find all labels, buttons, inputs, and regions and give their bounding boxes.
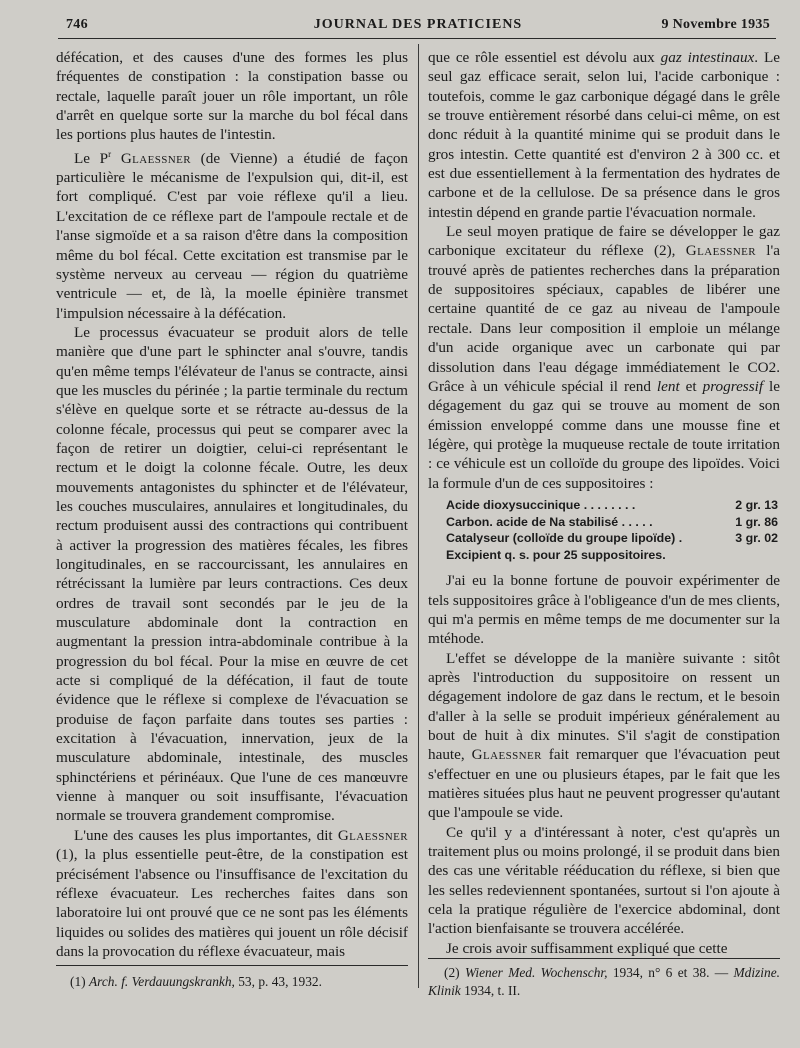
- column-divider: [418, 44, 419, 988]
- author-name: Glaessner: [337, 826, 408, 844]
- author-name: Glaessner: [471, 746, 542, 764]
- paragraph: L'une des causes les plus importantes, dit Glaessner (1), la plus essentielle peut-être, de la constipation est précisément l'absence ou l'insuffisance de l'excitation du réflexe évacuateur. Les recherches faites dans son laboratoire lui ont prouvé que ce ne sont pas les éléments liquides ou solides des matières qui jouent un rôle décisif dans la provocation du réflexe évacuateur, mais: [56, 826, 408, 960]
- formula-row: Acide dioxysuccinique . . . . . . . . 2 gr. 13: [446, 497, 778, 512]
- footnote-rule: [428, 958, 780, 959]
- paragraph: J'ai eu la bonne fortune de pouvoir expérimenter de tels suppositoires grâce à l'obligeance d'un de mes clients, qui m'a permis en même temps de me documenter sur la mtéhode.: [428, 572, 780, 648]
- formula-row: Carbon. acide de Na stabilisé . . . . . 1 gr. 86: [446, 514, 778, 529]
- paragraph: Le processus évacuateur se produit alors de telle manière que d'une part le sphincter anal s'ouvre, tandis qu'en même temps l'élévateur de l'anus se contracte, ainsi que les muscles du périnée ; la partie terminale du rectum s'élève en quelque sorte et se rétracte au-dessus de la colonne fécale, processus qui peut se comparer avec la façon de retirer un doigtier, celui-ci représentant le rectum et le doigt la colonne fécale. Outre, les deux mouvements antagonistes du sphincter et de l'élévateur, les couches musculaires, annulaires et longitudinales, du rectum produisent aussi des contractions qui contribuent à activer la progression des matières fécales, les fibres longitudinales, en se raccourcissant, les annulaires en rétrécissant la lumière par leurs contractions. Ces deux ordres de travail sont secondés par le jeu de la musculature abdominale dont la contraction en augmentant la pression intra-abdominale contribue à la progression du bol fécal. Pour la mise en œuvre de cet acte si compliqué de la défécation, il faut de toute évidence que le réflexe si complexe de l'évacuation se produise de façon parfaite dans toutes ses parties : excitation à l'évacuation, innervation, jeux de la musculature abdominale, intestinale, des muscles sphinctériens et périnéaux. Que l'une de ces manœuvre vienne à manquer ou soit insuffisante, l'évacuation normale se trouvera grandement compromise.: [56, 323, 408, 825]
- journal-title: JOURNAL DES PRATICIENS: [313, 17, 523, 32]
- author-name: Glaessner: [120, 149, 191, 167]
- paragraph: Le $P^r$ Glaessner (de Vienne) a étudié de façon particulière le mécanisme de l'expulsion qui, dit-il, est fort compliqué. C'est par voie réflexe qu'il a lieu. L'excitation de ce réflexe part de l'ampoule rectale et de l'anse sigmoïde et a sa raison d'être dans la composition même du bol fécal. Cette excitation est transmise par le système nerveux au cerveau — région du quatrième ventricule — et, de là, la moelle épinière transmet l'impulsion nécessaire à la défécation.: [56, 148, 409, 322]
- left-column: [56, 48, 408, 961]
- paragraph: Ce qu'il y a d'intéressant à noter, c'est qu'après un traitement plus ou moins prolongé, il se produit dans bien des cas une véritable rééducation du réflexe, si bien que les selles redeviennent spontanées, surtout si l'on ajoute à cela la pratique régulière de l'exercice abdominal, dont l'action bienfaisante se trouvera accélérée.: [428, 823, 780, 938]
- page-number: 746: [66, 17, 88, 32]
- footnote-rule: [56, 965, 408, 966]
- right-column: [428, 48, 780, 958]
- formula-excipient: Excipient q. s. pour 25 suppositoires.: [446, 547, 666, 562]
- header-rule: [58, 38, 776, 39]
- issue-date: 9 Novembre 1935: [661, 17, 770, 32]
- paragraph: Le seul moyen pratique de faire se développer le gaz carbonique excitateur du réflexe (2), Glaessner l'a trouvé après de patientes recherches dans la préparation de suppositoires spéciaux, capables de libérer une certaine quantité de ce gaz au niveau de l'ampoule rectale. Dans leur composition il emploie un mélange d'un acide organique avec un carbonate qui par dissolution dans l'eau dégage immédiatement le CO2. Grâce à un véhicule spécial il rend lent et progressif le dégagement du gaz qui se trouve au moment de son émission enveloppé comme dans une mousse fine et légère, qui protège la muqueuse rectale de toute irritation : ce véhicule est un colloïde du groupe des lipoïdes. Voici la formule d'un de ces suppositoires :: [428, 223, 781, 492]
- author-name: Glaessner: [685, 242, 756, 260]
- footnote-1: (1) Arch. f. Verdauungskrankh, 53, p. 43, 1932.: [70, 974, 322, 989]
- paragraph: défécation, et des causes d'une des formes les plus fréquentes de constipation : la constipation basse ou rectale, laquelle paraît jouer un rôle important, un rôle d'arrêt en quelque sorte sur la marche du bol fécal dans les portions plus hautes de l'intestin.: [56, 49, 408, 144]
- page-header: [66, 14, 770, 36]
- footnote-2: (2) Wiener Med. Wochenschr, 1934, n° 6 et 38. — Mdizine. Klinik 1934, t. II.: [428, 965, 780, 998]
- suppository-formula: [446, 497, 780, 563]
- paragraph: Je crois avoir suffisamment expliqué que cette: [446, 939, 728, 957]
- paragraph: L'effet se développe de la manière suivante : sitôt après l'introduction du suppositoire on ressent un dégagement indolore de gaz dans le rectum, et le besoin d'aller à la selle se produit impérieux généralement au bout de huit à dix minutes. S'il s'agit de constipation haute, Glaessner fait remarquer que l'évacuation peut s'effectuer en une ou plusieurs étapes, par le fait que les matières situées plus haut ne peuvent progresser qu'autant que l'ampoule se vide.: [428, 649, 780, 822]
- paragraph: que ce rôle essentiel est dévolu aux gaz intestinaux. Le seul gaz efficace serait, selon lui, l'acide carbonique : toutefois, comme le gaz carbonique dégagé dans le grêle se trouve entièrement résorbé dans celui-ci même, on est donc réduit à la quantité minime qui se produit dans le gros intestin. Cette quantité est d'environ 2 à 300 cc. et est due essentiellement à la fermentation des hydrates de carbone et de la cellulose. De sa présence dans le gros intestin dépend en grande partie l'évacuation normale.: [428, 49, 780, 221]
- formula-row: Catalyseur (colloïde du groupe lipoïde) . 3 gr. 02: [446, 531, 778, 546]
